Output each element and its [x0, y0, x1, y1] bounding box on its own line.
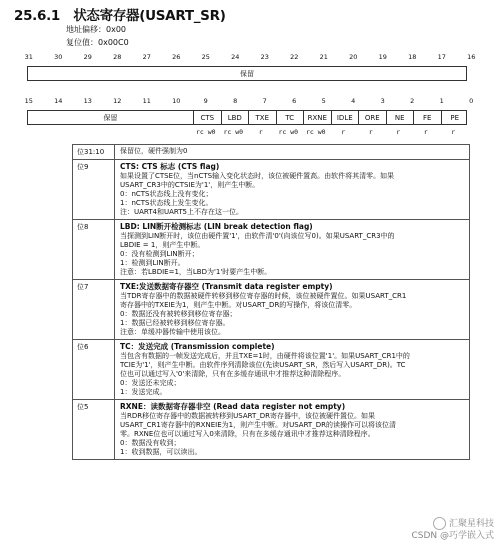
access-type: r	[258, 128, 263, 136]
desc-line: 注意：单缓冲器传输中使用该位。	[120, 328, 225, 336]
bit-number: 17	[437, 53, 446, 61]
bit-number: 8	[233, 97, 238, 105]
desc-line: USART_CR1寄存器中的RXNEIE为1，则产生中断。对USART_DR的读操作可以将该位清	[120, 421, 396, 429]
desc-head: TC：发送完成 (Transmission complete)	[120, 342, 275, 351]
bit-number: 15	[24, 97, 33, 105]
address-offset: 地址偏移：0x00	[66, 25, 127, 34]
bit-number: 28	[113, 53, 122, 61]
section-title: 25.6.1 状态寄存器(USART_SR)	[14, 8, 226, 24]
bit-number: 19	[378, 53, 387, 61]
bit-number: 16	[467, 53, 476, 61]
desc-line: 如果设置了CTSE位，当nCTS输入变化状态时，该位被硬件置高。由软件将其清零。如果	[120, 172, 395, 180]
field-idle: IDLE	[331, 111, 359, 124]
desc-line: 0：发送还未完成；	[120, 379, 181, 387]
bit-number: 0	[469, 97, 474, 105]
watermark-csdn: CSDN @巧学嵌入式	[411, 531, 494, 541]
access-type: rc w0	[223, 128, 244, 136]
desc-line: 零。RXNE位也可以通过写入0来清除，只有在多缓存通讯中才推荐这种清除程序。	[120, 430, 375, 438]
field-fe: FE	[413, 111, 441, 124]
bit-number: 31	[24, 53, 33, 61]
desc-row	[73, 145, 469, 160]
bit-description-table	[72, 144, 470, 460]
desc-text	[115, 280, 469, 339]
bit-number: 4	[351, 97, 356, 105]
bit-number: 10	[172, 97, 181, 105]
reserved-field-low: 保留	[103, 113, 118, 122]
bit-number: 1	[439, 97, 444, 105]
bit-number: 13	[83, 97, 92, 105]
desc-line: 当RDR移位寄存器中的数据被转移到USART_DR寄存器中，该位被硬件置位。如果	[120, 412, 375, 420]
desc-line: 1：数据已经被转移到移位寄存器。	[120, 319, 230, 327]
desc-line: USART_CR3中的CTSIE为'1'，则产生中断。	[120, 181, 260, 189]
bit-number: 3	[380, 97, 385, 105]
field-pe: PE	[441, 111, 469, 124]
desc-row	[73, 280, 469, 340]
desc-row	[73, 340, 469, 400]
desc-bit: 位8	[73, 220, 115, 279]
register-low	[27, 110, 467, 125]
desc-text	[115, 145, 469, 159]
bit-number: 18	[408, 53, 417, 61]
field-cts: CTS	[193, 111, 221, 124]
desc-text	[115, 220, 469, 279]
bit-number: 29	[83, 53, 92, 61]
bit-number: 6	[292, 97, 297, 105]
access-type: r	[368, 128, 373, 136]
desc-head: RXNE：读数据寄存器非空 (Read data register not empty)	[120, 402, 346, 411]
desc-text	[115, 400, 469, 459]
bit-number: 26	[172, 53, 181, 61]
desc-line: 0：没有检测到LIN断开；	[120, 250, 199, 258]
bit-number: 5	[321, 97, 326, 105]
wechat-icon	[433, 517, 446, 530]
bit-number: 21	[319, 53, 328, 61]
desc-head: CTS: CTS 标志 (CTS flag)	[120, 162, 220, 171]
desc-line: 位也可以通过写入'0'来清除，只有在多缓存通讯中才推荐这种清除程序。	[120, 370, 346, 378]
field-tc: TC	[276, 111, 304, 124]
field-lbd: LBD	[221, 111, 249, 124]
desc-head: TXE:发送数据寄存器空 (Transmit data register empty)	[120, 282, 333, 291]
desc-text	[115, 340, 469, 399]
bit-number: 30	[54, 53, 63, 61]
bit-number: 25	[201, 53, 210, 61]
desc-line: TCIE为'1'，则产生中断。由软件序列清除该位(先读USART_SR，然后写入USART_DR)。TC	[120, 361, 406, 369]
bit-number: 11	[142, 97, 151, 105]
desc-bit: 位6	[73, 340, 115, 399]
desc-bit: 位31:10	[73, 145, 115, 159]
desc-line: 0：数据还没有被转移到移位寄存器；	[120, 310, 237, 318]
desc-bit: 位5	[73, 400, 115, 459]
bit-number: 24	[231, 53, 240, 61]
reserved-field-high: 保留	[240, 69, 254, 78]
desc-line: LBDIE = 1，则产生中断。	[120, 241, 205, 249]
bit-numbers-high	[14, 53, 486, 63]
desc-row	[73, 220, 469, 280]
desc-line: 当包含有数据的一帧发送完成后，并且TXE=1时，由硬件将该位置'1'。如果USART_CR1中的	[120, 352, 410, 360]
access-type: r	[396, 128, 401, 136]
bit-number: 9	[203, 97, 208, 105]
bit-numbers-low	[14, 97, 486, 107]
desc-text	[115, 160, 469, 219]
field-ne: NE	[386, 111, 414, 124]
desc-line: 注：UART4和UART5上不存在这一位。	[120, 208, 243, 216]
access-type: rc w0	[195, 128, 216, 136]
field-txe: TXE	[248, 111, 276, 124]
desc-row	[73, 160, 469, 220]
field-ore: ORE	[358, 111, 386, 124]
bit-number: 22	[290, 53, 299, 61]
desc-bit: 位7	[73, 280, 115, 339]
desc-line: 0：nCTS状态线上没有变化；	[120, 190, 213, 198]
desc-line: 当TDR寄存器中的数据被硬件转移到移位寄存器的时候，该位被硬件置位。如果USART_CR1	[120, 292, 407, 300]
access-type: r	[341, 128, 346, 136]
desc-row	[73, 400, 469, 459]
register-high	[27, 66, 467, 81]
desc-line: 0：数据没有收到；	[120, 439, 181, 447]
desc-line: 寄存器中的TXEIE为1，则产生中断。对USART_DR的写操作，将该位清零。	[120, 301, 357, 309]
access-row	[27, 128, 467, 137]
reset-value: 复位值：0x00C0	[66, 38, 129, 47]
field-rxne: RXNE	[303, 111, 331, 124]
desc-line: 1：检测到LIN断开。	[120, 259, 185, 267]
access-type: rc w0	[278, 128, 299, 136]
bit-number: 27	[142, 53, 151, 61]
bit-number: 12	[113, 97, 122, 105]
desc-bit: 位9	[73, 160, 115, 219]
desc-head: LBD: LIN断开检测标志 (LIN break detection flag)	[120, 222, 313, 231]
bit-number: 23	[260, 53, 269, 61]
desc-line: 保留位，硬件强制为0	[120, 147, 188, 155]
bit-number: 7	[262, 97, 267, 105]
bit-number: 14	[54, 97, 63, 105]
watermark-brand: 汇聚星科技	[448, 519, 494, 529]
bit-number: 2	[410, 97, 415, 105]
desc-line: 当探测到LIN断开时，该位由硬件置'1'，由软件清'0'(向该位写0)。如果USART_CR3中的	[120, 232, 395, 240]
bit-number: 20	[349, 53, 358, 61]
desc-line: 1：收到数据，可以读出。	[120, 448, 202, 456]
access-type: r	[451, 128, 456, 136]
access-type: rc w0	[305, 128, 326, 136]
watermark	[411, 517, 494, 542]
desc-line: 注意：若LBDIE=1，当LBD为'1'时要产生中断。	[120, 268, 272, 276]
access-type: r	[423, 128, 428, 136]
desc-line: 1：nCTS状态线上发生变化。	[120, 199, 213, 207]
desc-line: 1：发送完成。	[120, 388, 167, 396]
